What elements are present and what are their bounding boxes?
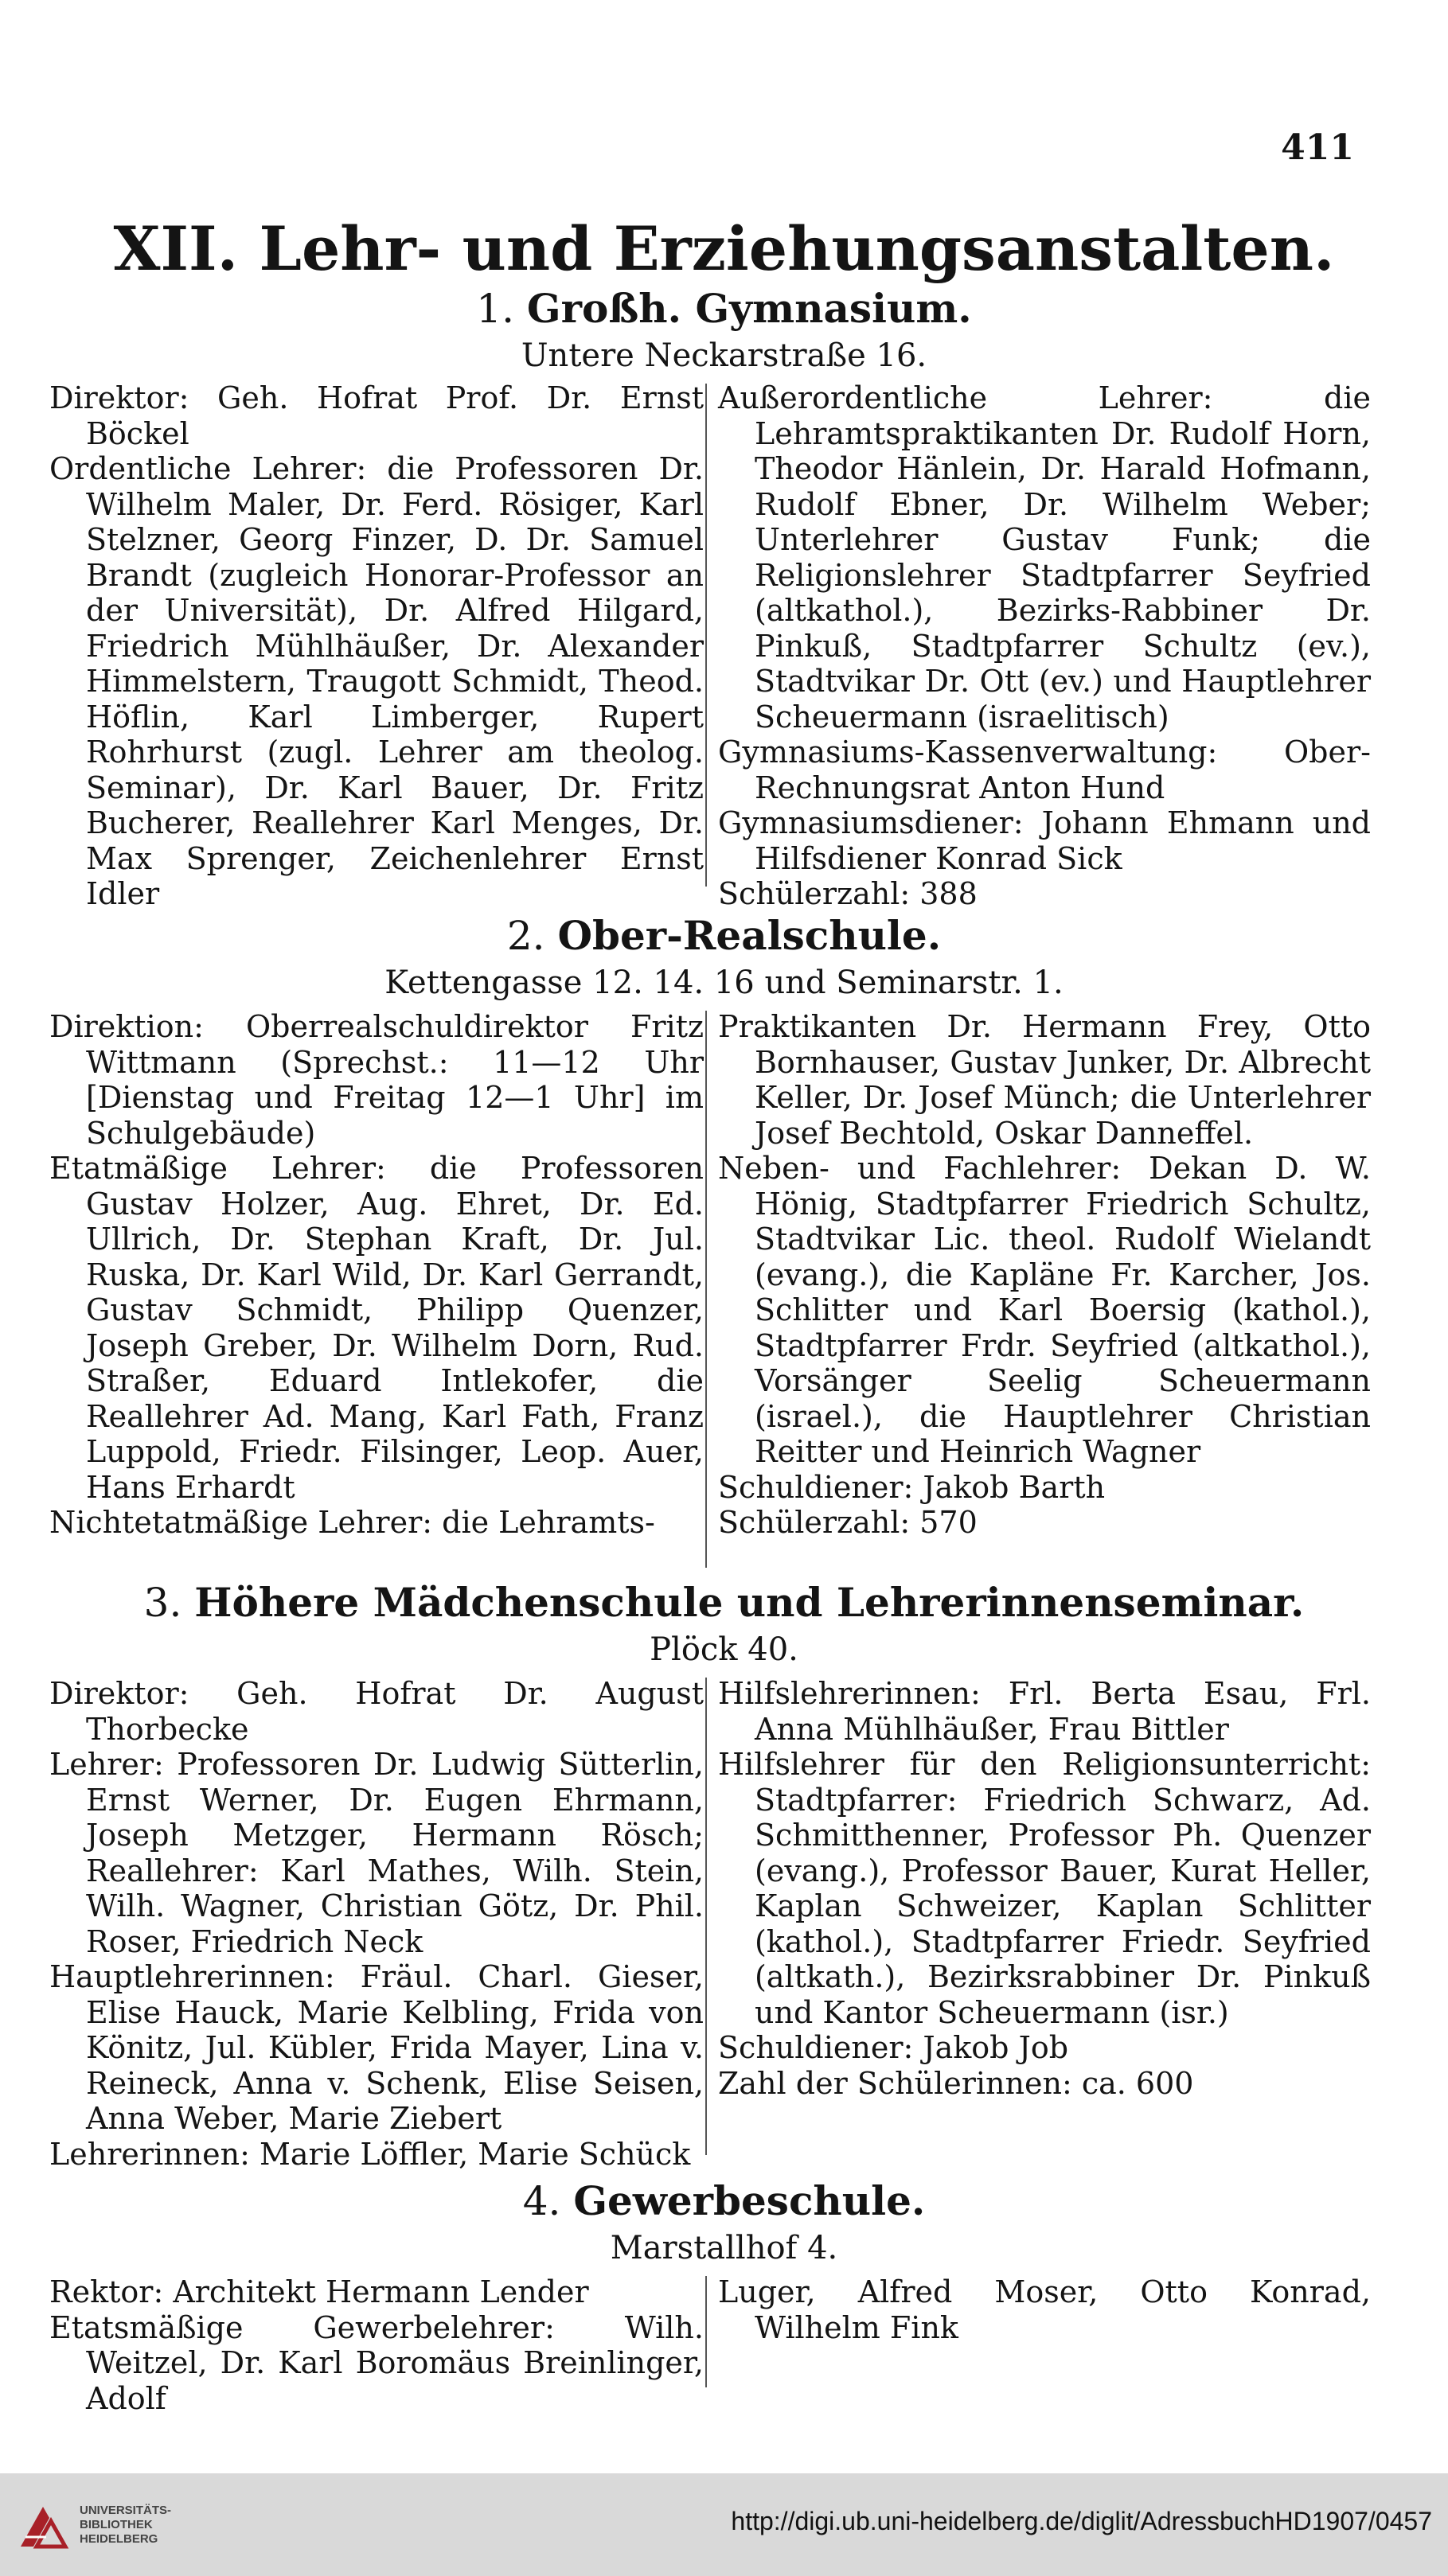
entry: Außerordentliche Lehrer: die Lehramtspraktikanten Dr. Rudolf Horn, Theodor Hänlein, Dr. Harald Hofmann, Rudolf Ebner, Dr. Wilhelm Weber; Unterlehrer Gustav Funk; die Religionslehrer Stadtpfarrer Seyfried (altkathol.), Bezirks-Rabbiner Dr. Pinkuß, Stadtpfarrer Schultz (ev.), Stadtvikar Dr. Ott (ev.) und Hauptlehrer Scheuermann (israelitisch) <box>718 380 1371 735</box>
section-1-right-column <box>718 380 1371 912</box>
entry: Rektor: Architekt Hermann Lender <box>49 2274 589 2309</box>
entry: Direktor: Geh. Hofrat Dr. August Thorbecke <box>49 1676 704 1747</box>
section-name: Höhere Mädchenschule und Lehrerinnenseminar. <box>194 1579 1305 1626</box>
entry: Direktion: Oberrealschuldirektor Fritz Wittmann (Sprechst.: 11—12 Uhr [Dienstag und Freitag 12—1 Uhr] im Schulgebäude) <box>49 1009 704 1151</box>
section-1-address: Untere Neckarstraße 16. <box>521 337 927 374</box>
section-2-heading <box>0 912 1448 960</box>
section-2-left-column <box>49 1009 704 1541</box>
entry: Lehrer: Professoren Dr. Ludwig Sütterlin, Ernst Werner, Dr. Eugen Ehrmann, Joseph Metzger, Hermann Rösch; Reallehrer: Karl Mathes, Wilh. Stein, Wilh. Wagner, Christian Götz, Dr. Phil. Roser, Friedrich Neck <box>49 1747 704 1959</box>
section-number: 2. <box>506 913 545 959</box>
column-divider <box>705 2276 707 2387</box>
section-name: Ober-Realschule. <box>557 912 942 959</box>
entry: Zahl der Schülerinnen: ca. 600 <box>718 2065 1194 2101</box>
entry: Hilfslehrer für den Religionsunterricht: Stadtpfarrer: Friedrich Schwarz, Ad. Schmitthenner, Professor Ph. Quenzer (evang.), Professor Bauer, Kurat Heller, Kaplan Schweizer, Kaplan Schlitter (kathol.), Stadtpfarrer Friedr. Seyfried (altkath.), Bezirksrabbiner Dr. Pinkuß und Kantor Scheuermann (isr.) <box>718 1747 1371 2030</box>
section-3-left-column <box>49 1676 704 2172</box>
section-3-heading <box>0 1579 1448 1627</box>
column-divider <box>705 1011 707 1568</box>
entry: Schuldiener: Jakob Barth <box>718 1469 1106 1505</box>
library-name <box>80 2504 171 2547</box>
entry: Schülerzahl: 388 <box>718 876 978 911</box>
entry: Direktor: Geh. Hofrat Prof. Dr. Ernst Böckel <box>49 380 704 451</box>
entry: Gymnasiumsdiener: Johann Ehmann und Hilfsdiener Konrad Sick <box>718 805 1371 876</box>
section-1-heading <box>0 285 1448 333</box>
chapter-title: XII. Lehr- und Erziehungsanstalten. <box>113 213 1335 284</box>
entry: Neben- und Fachlehrer: Dekan D. W. Hönig, Stadtpfarrer Friedrich Schultz, Stadtvikar Lic. theol. Rudolf Wielandt (evang.), die Kapläne Fr. Karcher, Jos. Schlitter und Karl Boersig (kathol.), Stadtpfarrer Frdr. Seyfried (altkathol.), Vorsänger Seelig Scheuermann (israel.), die Hauptlehrer Christian Reitter und Heinrich Wagner <box>718 1151 1371 1469</box>
entry: Ordentliche Lehrer: die Professoren Dr. Wilhelm Maler, Dr. Ferd. Rösiger, Karl Stelzner, Georg Finzer, D. Dr. Samuel Brandt (zugleich Honorar-Professor an der Universität), Dr. Alfred Hilgard, Friedrich Mühlhäußer, Dr. Alexander Himmelstern, Traugott Schmidt, Theod. Höflin, Karl Limberger, Rupert Rohrhurst (zugl. Lehrer am theolog. Seminar), Dr. Karl Bauer, Dr. Fritz Bucherer, Reallehrer Karl Menges, Dr. Max Sprenger, Zeichenlehrer Ernst Idler <box>49 451 704 911</box>
library-logo-icon <box>14 2499 72 2556</box>
section-name: Großh. Gymnasium. <box>526 285 972 332</box>
entry: Gymnasiums-Kassenverwaltung: Ober-Rechnungsrat Anton Hund <box>718 735 1371 805</box>
section-2-right-column <box>718 1009 1371 1541</box>
entry: Hauptlehrerinnen: Fräul. Charl. Gieser, Elise Hauck, Marie Kelbling, Frida von Könitz, Jul. Kübler, Frida Mayer, Lina v. Reineck, Anna v. Schenk, Elise Seisen, Anna Weber, Marie Ziebert <box>49 1959 704 2136</box>
entry: Lehrerinnen: Marie Löffler, Marie Schück <box>49 2136 691 2172</box>
section-4-right-column <box>718 2274 1371 2345</box>
section-4-address: Marstallhof 4. <box>610 2230 838 2266</box>
section-number: 1. <box>476 286 515 332</box>
entry: Etatmäßige Lehrer: die Professoren Gustav Holzer, Aug. Ehret, Dr. Ed. Ullrich, Dr. Stephan Kraft, Dr. Jul. Ruska, Dr. Karl Wild, Dr. Karl Gerrandt, Gustav Schmidt, Philipp Quenzer, Joseph Greber, Dr. Wilhelm Dorn, Rud. Straßer, Eduard Intlekofer, die Reallehrer Ad. Mang, Karl Fath, Franz Luppold, Friedr. Filsinger, Leop. Auer, Hans Erhardt <box>49 1151 704 1505</box>
library-name-line: UNIVERSITÄTS- <box>80 2504 172 2517</box>
section-number: 3. <box>143 1580 182 1626</box>
column-divider <box>705 1678 707 2155</box>
entry: Etatsmäßige Gewerbelehrer: Wilh. Weitzel, Dr. Karl Boromäus Breinlinger, Adolf <box>49 2309 704 2416</box>
footer-bar <box>0 2473 1448 2576</box>
page-number: 411 <box>1281 127 1354 168</box>
source-url-link[interactable]: http://digi.ub.uni-heidelberg.de/diglit/AdressbuchHD1907/0457 <box>731 2507 1432 2535</box>
entry: Luger, Alfred Moser, Otto Konrad, Wilhelm Fink <box>718 2274 1371 2345</box>
entry: Schülerzahl: 570 <box>718 1505 978 1540</box>
entry: Schuldiener: Jakob Job <box>718 2030 1069 2065</box>
section-4-heading <box>0 2177 1448 2225</box>
section-4-left-column <box>49 2274 704 2416</box>
library-name-line: HEIDELBERG <box>80 2532 158 2546</box>
library-name-line: BIBLIOTHEK <box>80 2518 153 2531</box>
section-1-left-column <box>49 380 704 912</box>
entry: Praktikanten Dr. Hermann Frey, Otto Bornhauser, Gustav Junker, Dr. Albrecht Keller, Dr. Josef Münch; die Unterlehrer Josef Bechtold, Oskar Danneffel. <box>718 1009 1371 1151</box>
column-divider <box>705 384 707 887</box>
section-3-address: Plöck 40. <box>650 1631 798 1668</box>
section-name: Gewerbeschule. <box>573 2177 926 2224</box>
entry: Nichtetatmäßige Lehrer: die Lehramts- <box>49 1505 655 1540</box>
section-2-address: Kettengasse 12. 14. 16 und Seminarstr. 1. <box>384 965 1064 1001</box>
entry: Hilfslehrerinnen: Frl. Berta Esau, Frl. Anna Mühlhäußer, Frau Bittler <box>718 1676 1371 1747</box>
section-number: 4. <box>522 2178 561 2224</box>
section-3-right-column <box>718 1676 1371 2101</box>
